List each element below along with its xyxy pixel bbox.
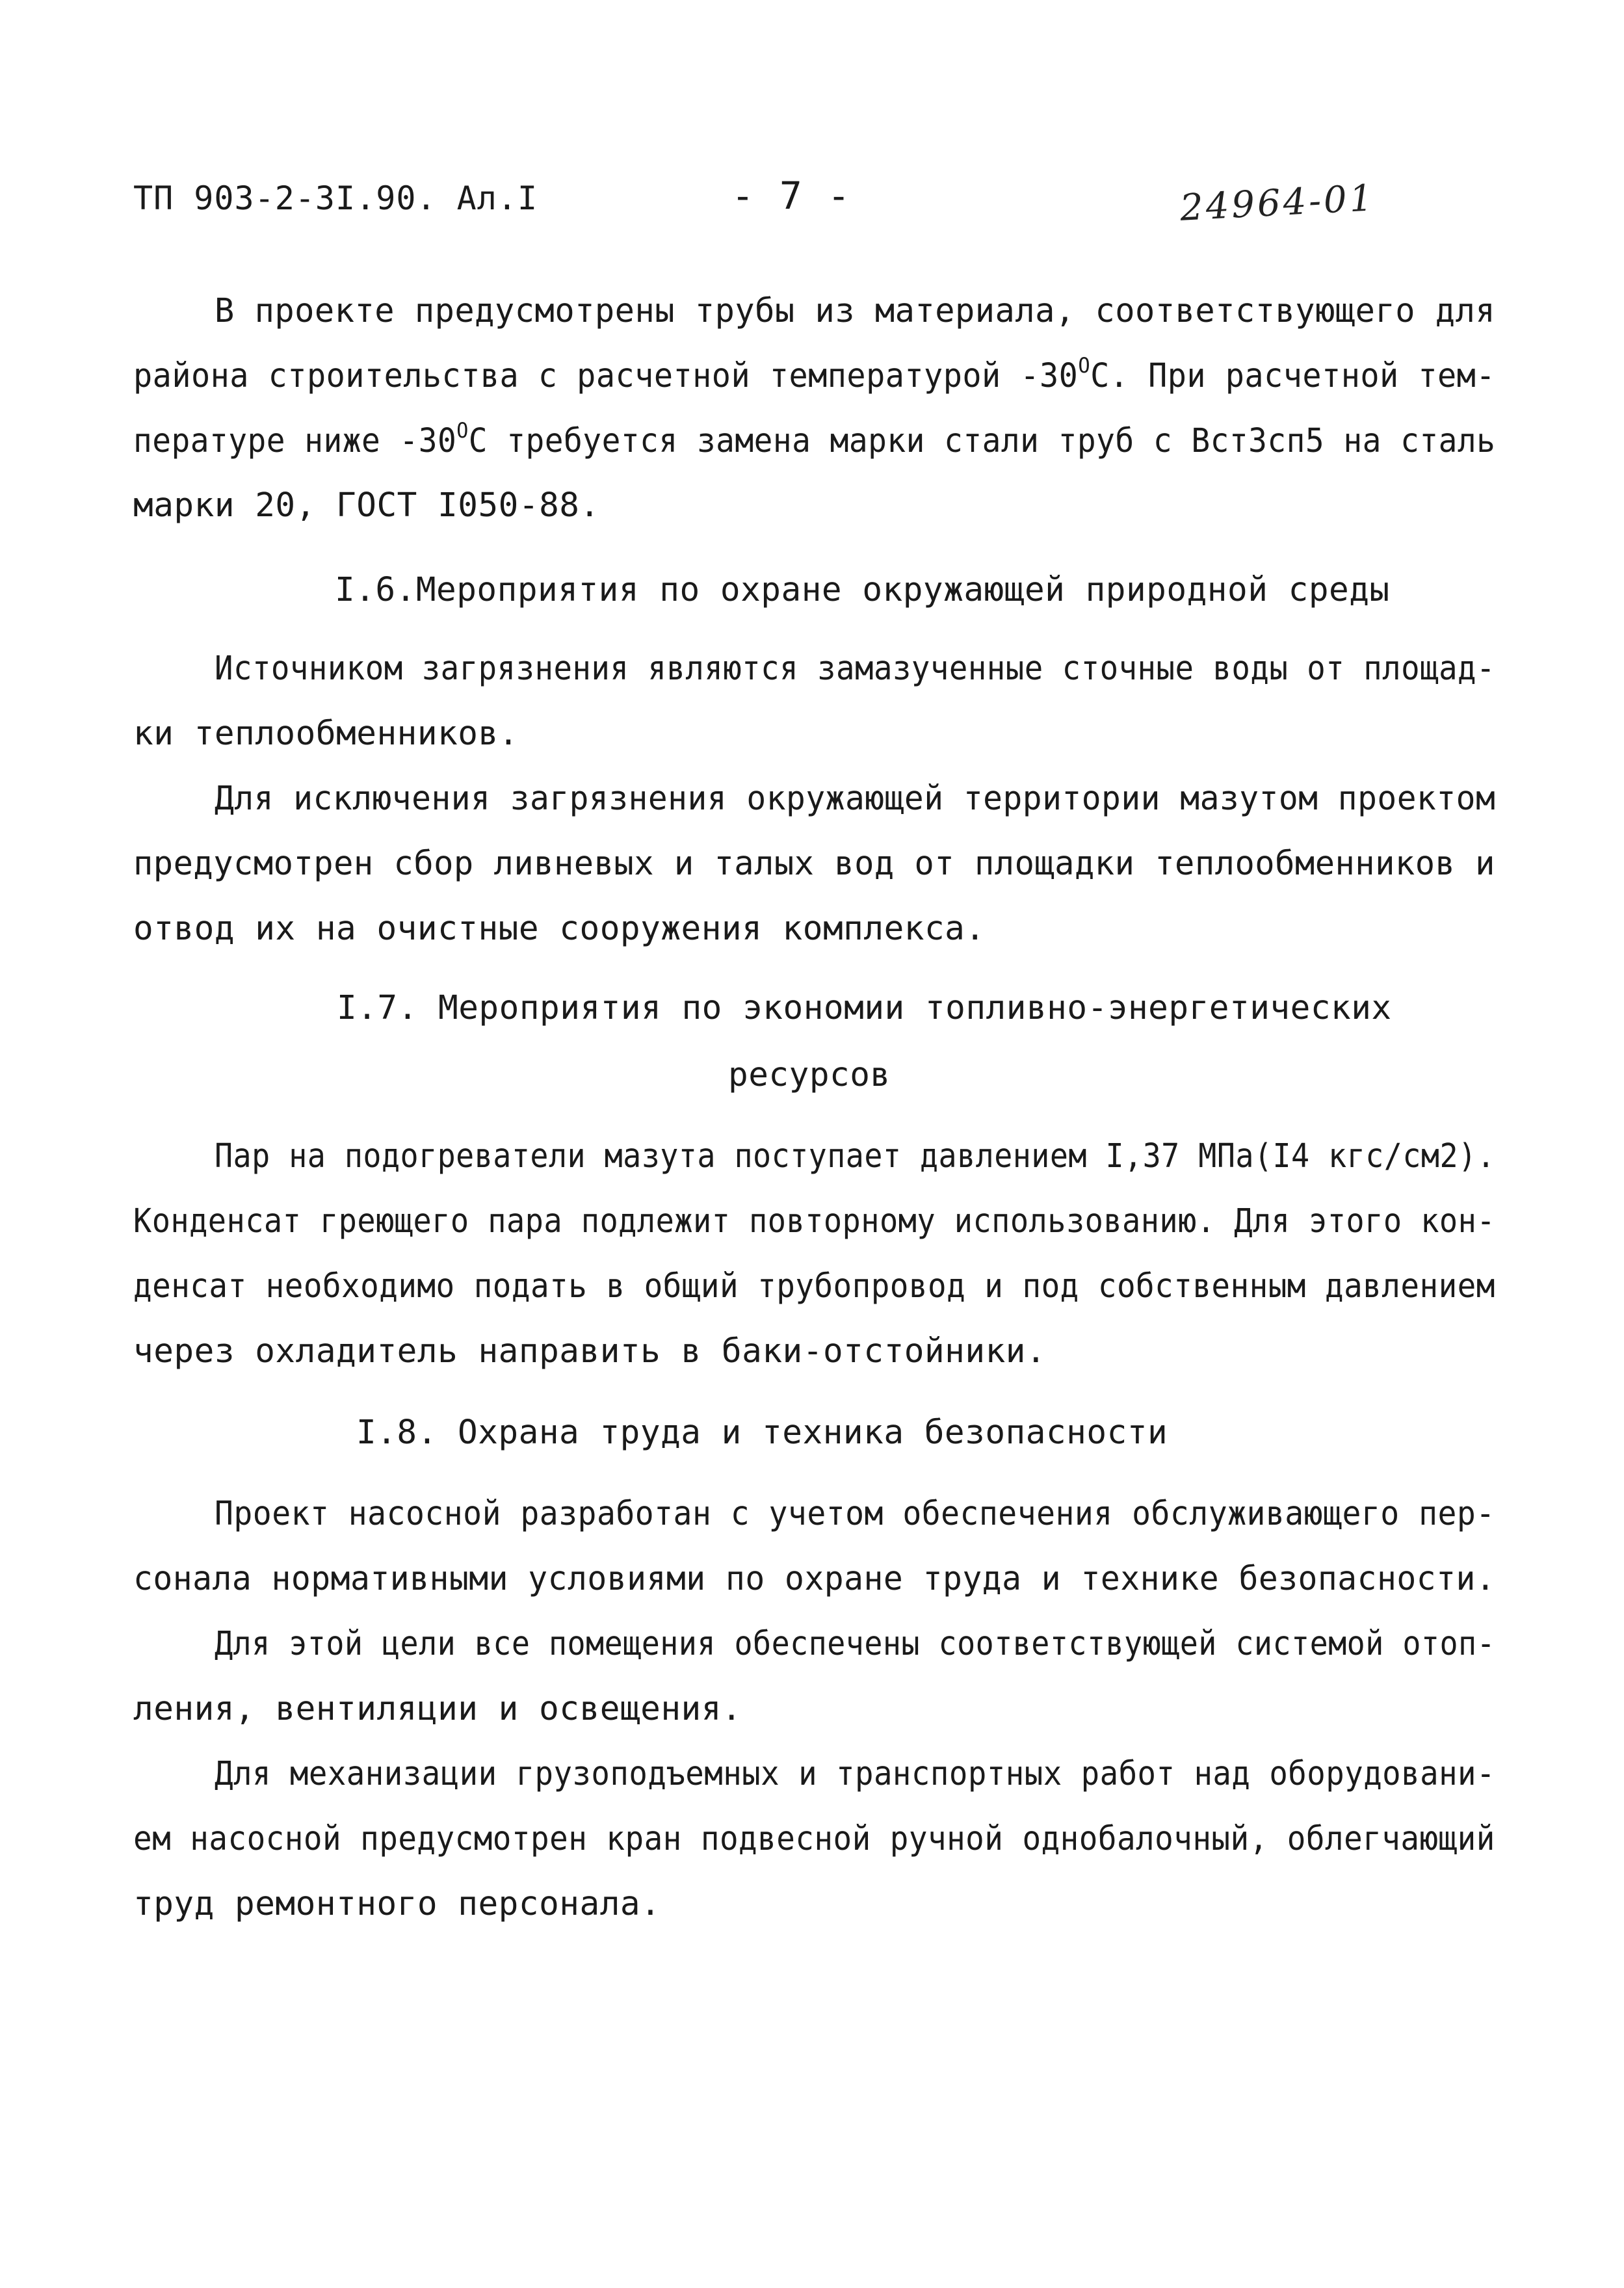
paragraph-line bbox=[133, 353, 1495, 395]
paragraph-line: отвод их на очистные сооружения комплекса. bbox=[133, 910, 986, 948]
line-part: пературе ниже -30 bbox=[133, 422, 457, 460]
line-part: района строительства с расчетной температурой -30 bbox=[133, 357, 1079, 395]
paragraph-line: денсат необходимо подать в общий трубопровод и под собственным давлением bbox=[133, 1267, 1495, 1306]
paragraph-line bbox=[133, 418, 1496, 460]
line-part: С. При расчетной тем- bbox=[1090, 357, 1495, 395]
document-code: ТП 903-2-3I.90. Ал.I bbox=[133, 179, 538, 217]
paragraph-line: ления, вентиляции и освещения. bbox=[133, 1690, 742, 1728]
degree-sign: O bbox=[456, 418, 469, 443]
page-number: - 7 - bbox=[731, 174, 852, 218]
paragraph-line: через охладитель направить в баки-отстойники. bbox=[133, 1332, 1047, 1371]
paragraph-line: сонала нормативными условиями по охране труда и технике безопасности. bbox=[133, 1560, 1496, 1598]
section-heading: ресурсов bbox=[728, 1056, 891, 1094]
degree-sign: O bbox=[1078, 353, 1091, 378]
paragraph-line: Для механизации грузоподъемных и транспортных работ над оборудовани- bbox=[215, 1755, 1495, 1793]
paragraph-line: Для исключения загрязнения окружающей территории мазутом проектом bbox=[215, 780, 1496, 818]
paragraph-line: В проекте предусмотрены трубы из материала, соответствующего для bbox=[215, 292, 1496, 330]
paragraph-line: Пар на подогреватели мазута поступает давлением I,37 МПа(I4 кгс/см2). bbox=[215, 1137, 1496, 1176]
section-heading: I.7. Мероприятия по экономии топливно-энергетических bbox=[337, 989, 1392, 1027]
line-part: С требуется замена марки стали труб с Вст3сп5 на сталь bbox=[468, 422, 1496, 460]
paragraph-line: Конденсат греющего пара подлежит повторному использованию. Для этого кон- bbox=[133, 1202, 1496, 1241]
section-heading: I.8. Охрана труда и техника безопасности bbox=[356, 1414, 1168, 1452]
paragraph-line: ки теплообменников. bbox=[133, 715, 519, 753]
paragraph-line: Источником загрязнения являются замазученные сточные воды от площад- bbox=[215, 650, 1495, 688]
paragraph-line: труд ремонтного персонала. bbox=[133, 1885, 661, 1923]
paragraph-line: Для этой цели все помещения обеспечены соответствующей системой отоп- bbox=[215, 1625, 1496, 1663]
paragraph-line: марки 20, ГОСТ I050-88. bbox=[133, 486, 600, 525]
paragraph-line: Проект насосной разработан с учетом обеспечения обслуживающего пер- bbox=[215, 1495, 1495, 1533]
paragraph-line: предусмотрен сбор ливневых и талых вод от площадки теплообменников и bbox=[133, 845, 1495, 883]
section-heading: I.6.Мероприятия по охране окружающей природной среды bbox=[335, 571, 1390, 609]
archive-number: 24964-01 bbox=[1179, 177, 1376, 230]
paragraph-line: ем насосной предусмотрен кран подвесной ручной однобалочный, облегчающий bbox=[133, 1820, 1495, 1858]
